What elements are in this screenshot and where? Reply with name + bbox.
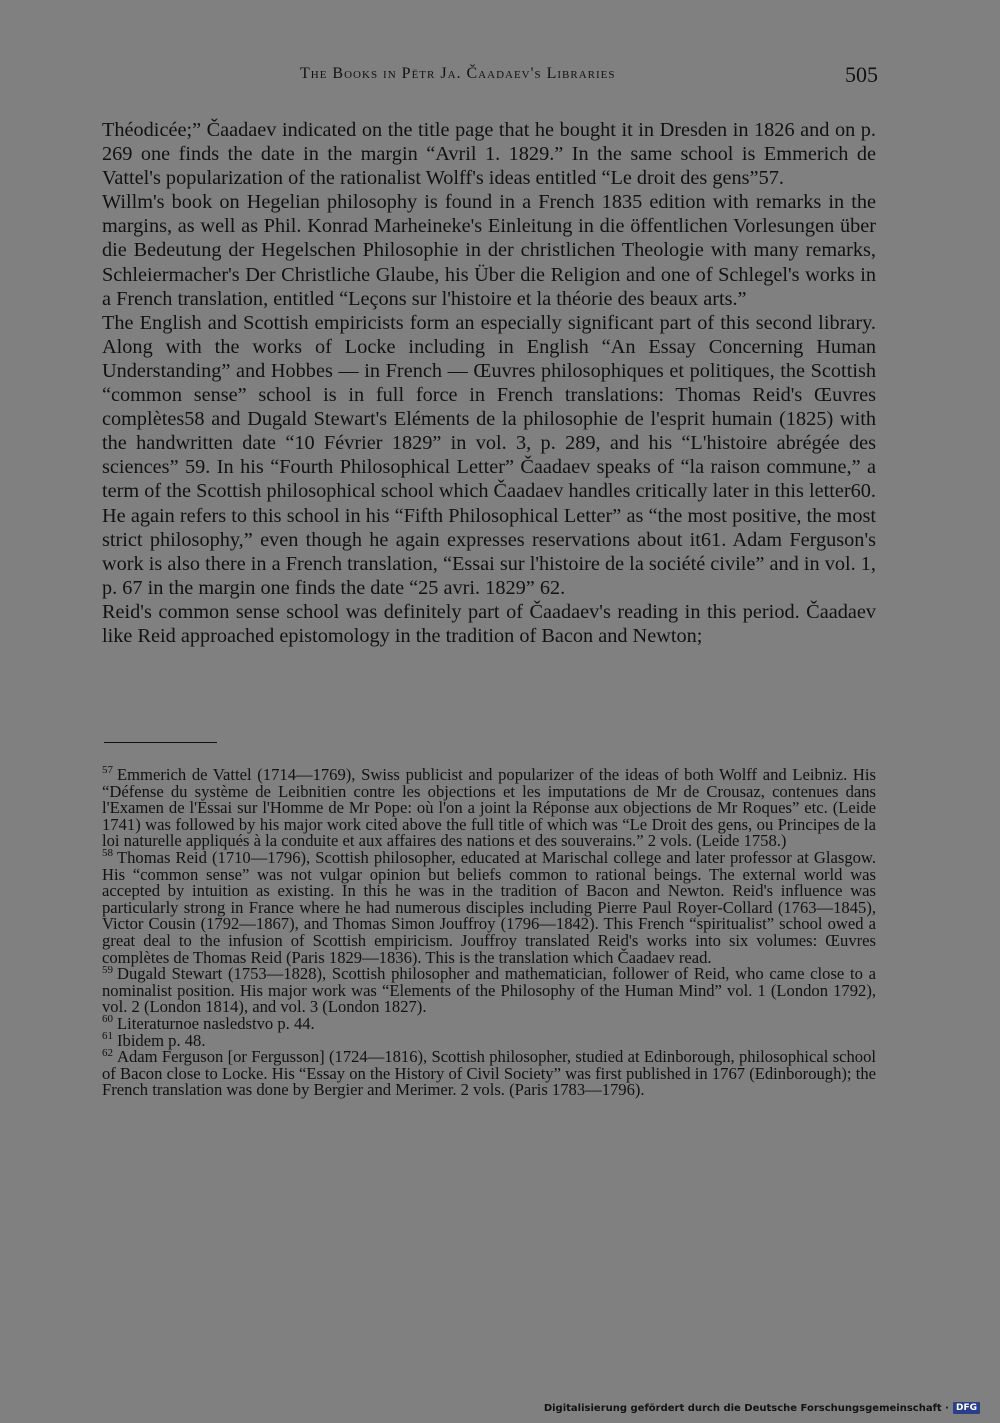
footnote-text: Thomas Reid (1710—1796), Scottish philosopher, educated at Marischal college and later professor at Glasgow. His “common sense” was not vulgar opinion but beliefs common to rational beings. The external world was accepted by intuition as existing. In this he was in the tradition of Bacon and Newton. Reid's influence was particularly strong in France where he had numerous disciples including Pierre Paul Royer-Collard (1763—1845), Victor Cousin (1792—1867), and Thomas Simon Jouffroy (1796—1842). This French “spiritualist” school owed a great deal to the infusion of Scottish empiricism. Jouffroy translated Reid's works into six volumes: Œuvres complètes de Thomas Reid (Paris 1829—1836). This is the translation which Čaadaev read. bbox=[102, 847, 876, 967]
footnote bbox=[102, 764, 876, 851]
footnote-text: Literaturnoe nasledstvo p. 44. bbox=[117, 1013, 315, 1033]
footnote-text: Emmerich de Vattel (1714—1769), Swiss publicist and popularizer of the ideas of both Wolff and Leibniz. His “Défense du système de Leibnitien contre les objections et les imputations de Mr de Crousaz, contenues dans l'Examen de l'Essai sur l'Homme de Mr Pope: où l'on a joint la Réponse aux objections de Mr Roques” etc. (Leide 1741) was followed by his major work cited above the full title of which was “Le Droit des gens, ou Principes de la loi naturelle appliqués à la conduite et aux affaires des nations et des souverains.” 2 vols. (Leide 1758.) bbox=[102, 765, 876, 851]
paragraph: Théodicée;” Čaadaev indicated on the title page that he bought it in Dresden in 1826 and on p. 269 one finds the date in the margin “Avril 1. 1829.” In the same school is Emmerich de Vattel's popularization of the rationalist Wolff's ideas entitled “Le droit des gens”57. bbox=[102, 119, 876, 190]
page-number: 505 bbox=[845, 62, 878, 87]
footnote-number: 59 bbox=[102, 963, 113, 976]
footnote bbox=[102, 847, 876, 967]
footnote-text: Dugald Stewart (1753—1828), Scottish philosopher and mathematician, follower of Reid, who came close to a nominalist position. His major work was “Elements of the Philosophy of the Human Mind” vol. 1 (London 1792), vol. 2 (London 1814), and vol. 3 (London 1827). bbox=[102, 964, 876, 1017]
footnote bbox=[102, 1013, 876, 1033]
footnotes bbox=[102, 764, 876, 1100]
dfg-logo-icon: DFG bbox=[953, 1402, 980, 1414]
funding-note: Digitalisierung gefördert durch die Deutsche Forschungsgemeinschaft · bbox=[543, 1402, 949, 1414]
paragraph: Reid's common sense school was definitely part of Čaadaev's reading in this period. Čaadaev like Reid approached epistomology in the tradition of Bacon and Newton; bbox=[102, 600, 876, 647]
body-text bbox=[102, 118, 876, 648]
page-header bbox=[100, 62, 878, 92]
footnote-number: 58 bbox=[102, 847, 113, 860]
footnote-text: Ibidem p. 48. bbox=[117, 1030, 206, 1050]
paragraph: Willm's book on Hegelian philosophy is found in a French 1835 edition with remarks in the margins, as well as Phil. Konrad Marheineke's Einleitung in die öffentlichen Vorlesungen über die Bedeutung der Hegelschen Philosophie in der christlichen Theologie with many remarks, Schleiermacher's Der Christliche Glaube, his Über die Religion and one of Schlegel's works in a French translation, entitled “Leçons sur l'histoire et la théorie des beaux arts.” bbox=[102, 191, 876, 310]
footnote-rule bbox=[104, 742, 217, 743]
paragraph: The English and Scottish empiricists form an especially significant part of this second library. Along with the works of Locke including in English “An Essay Concerning Human Understanding” and Hobbes — in French — Œuvres philosophiques et politiques, the Scottish “common sense” school is in full force in French translations: Thomas Reid's Œuvres complètes58 and Dugald Stewart's Eléments de la philosophie de l'esprit humain (1825) with the handwritten date “10 Février 1829” in vol. 3, p. 289, and his “L'histoire abrégée des sciences” 59. In his “Fourth Philosophical Letter” Čaadaev speaks of “la raison commune,” a term of the Scottish philosophical school which Čaadaev handles critically later in this letter60. He again refers to this school in his “Fifth Philosophical Letter” as “the most positive, the most strict philosophy,” even though he again expresses reservations about it61. Adam Ferguson's work is also there in a French translation, “Essai sur l'histoire de la société civile” and in vol. 1, p. 67 in the margin one finds the date “25 avri. 1829” 62. bbox=[102, 311, 876, 599]
footnote-text: Adam Ferguson [or Fergusson] (1724—1816), Scottish philosopher, studied at Edinborough, philosophical school of Bacon close to Locke. His “Essay on the History of Civil Society” was first published in 1767 (Edinborough); the French translation was done by Bergier and Merimer. 2 vols. (Paris 1783—1796). bbox=[102, 1047, 876, 1100]
footnote-number: 60 bbox=[102, 1013, 113, 1026]
digitization-footer bbox=[544, 1402, 980, 1414]
footnote-number: 57 bbox=[102, 764, 113, 777]
running-title: The Books in Pëtr Ja. Čaadaev's Libraries bbox=[300, 65, 616, 82]
footnote bbox=[102, 1046, 876, 1100]
footnote bbox=[102, 963, 876, 1017]
footnote-number: 62 bbox=[102, 1046, 113, 1059]
footnote-number: 61 bbox=[102, 1029, 113, 1042]
